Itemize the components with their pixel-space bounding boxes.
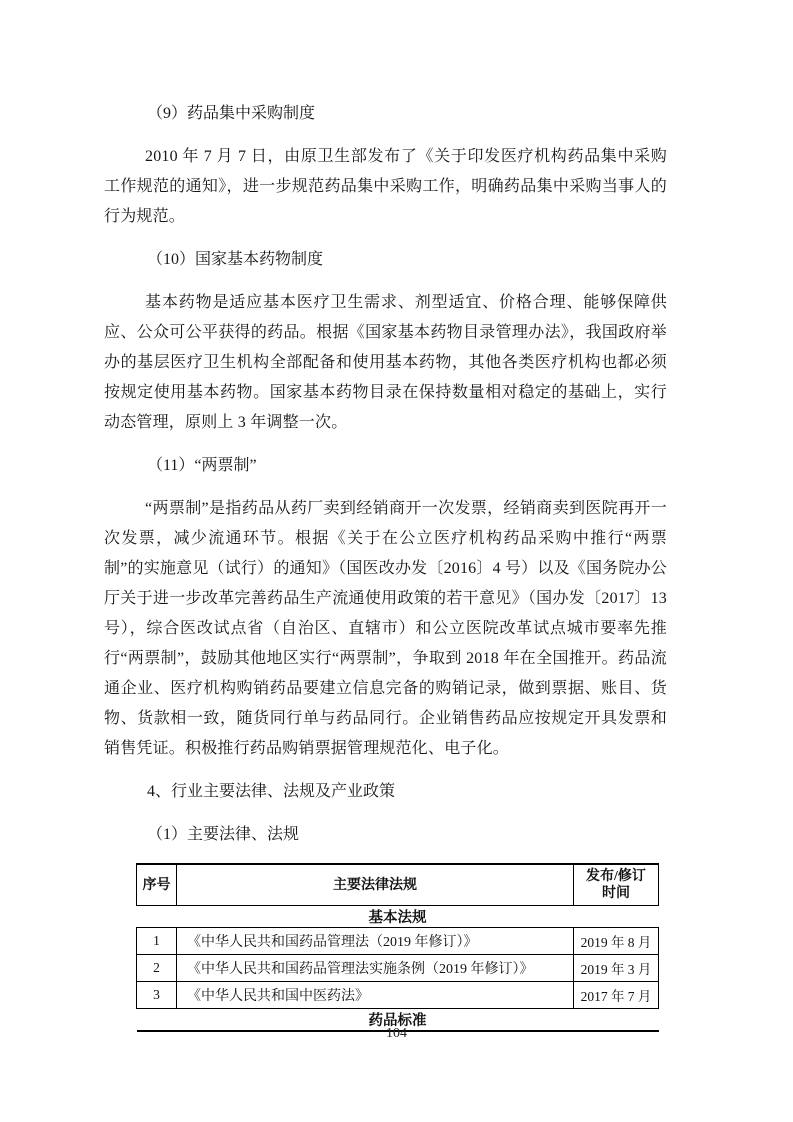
- column-header-law: 主要法律法规: [177, 864, 574, 906]
- laws-table: [136, 863, 659, 1032]
- column-header-number: 序号: [137, 864, 177, 906]
- table-group-basic-laws: [137, 906, 659, 928]
- heading-national-essential-drugs: （10）国家基本药物制度: [147, 251, 324, 268]
- row-law-title: 《中华人民共和国中医药法》: [177, 982, 574, 1009]
- paragraph-drug-centralized-procurement: 2010 年 7 月 7 日，由原卫生部发布了《关于印发医疗机构药品集中采购工作规范的通知》，进一步规范药品集中采购工作，明确药品集中采购当事人的行为规范。: [104, 148, 667, 225]
- heading-drug-centralized-procurement: （9）药品集中采购制度: [147, 105, 316, 122]
- column-header-date-line2: 时间: [602, 886, 630, 901]
- table-row: [137, 928, 659, 955]
- laws-table-header-row: [137, 864, 659, 906]
- table-group-basic-laws-label: 基本法规: [137, 906, 659, 928]
- row-law-title: 《中华人民共和国药品管理法实施条例（2019 年修订）》: [177, 955, 574, 982]
- row-date: 2017 年 7 月: [574, 982, 659, 1009]
- table-group-drug-standards-label: 药品标准: [137, 1009, 659, 1032]
- table-row: [137, 955, 659, 982]
- row-law-title: 《中华人民共和国药品管理法（2019 年修订）》: [177, 928, 574, 955]
- paragraph-national-essential-drugs: 基本药物是适应基本医疗卫生需求、剂型适宜、价格合理、能够保障供应、公众可公平获得的药品。根据《国家基本药物目录管理办法》，我国政府举办的基层医疗卫生机构全部配备和使用基本药物，其他各类医疗机构也都必须按规定使用基本药物。国家基本药物目录在保持数量相对稳定的基础上，实行动态管理，原则上 3 年调整一次。: [104, 294, 667, 431]
- page-number: 104: [386, 1026, 407, 1041]
- column-header-date: [574, 864, 659, 906]
- table-row: [137, 982, 659, 1009]
- heading-industry-laws-policies: 4、行业主要法律、法规及产业政策: [147, 783, 396, 800]
- row-date: 2019 年 3 月: [574, 955, 659, 982]
- row-number: 1: [137, 928, 177, 955]
- paragraph-two-invoice-system: “两票制”是指药品从药厂卖到经销商开一次发票，经销商卖到医院再开一次发票，减少流通环节。根据《关于在公立医疗机构药品采购中推行“两票制”的实施意见（试行）的通知》（国医改办发〔2016〕4 号）以及《国务院办公厅关于进一步改革完善药品生产流通使用政策的若干意见》（国办发〔2017〕13 号），综合医改试点省（自治区、直辖市）和公立医院改革试点城市要率先推行“两票制”，鼓励其他地区实行“两票制”，争取到 2018 年在全国推开。药品流通企业、医疗机构购销药品要建立信息完备的购销记录，做到票据、账目、货物、货款相一致，随货同行单与药品同行。企业销售药品应按规定开具发票和销售凭证。积极推行药品购销票据管理规范化、电子化。: [104, 500, 667, 757]
- row-number: 2: [137, 955, 177, 982]
- column-header-date-line1: 发布/修订: [586, 869, 646, 884]
- row-number: 3: [137, 982, 177, 1009]
- heading-two-invoice-system: （11）“两票制”: [147, 457, 257, 474]
- heading-main-laws-regulations: （1）主要法律、法规: [147, 826, 300, 843]
- row-date: 2019 年 8 月: [574, 928, 659, 955]
